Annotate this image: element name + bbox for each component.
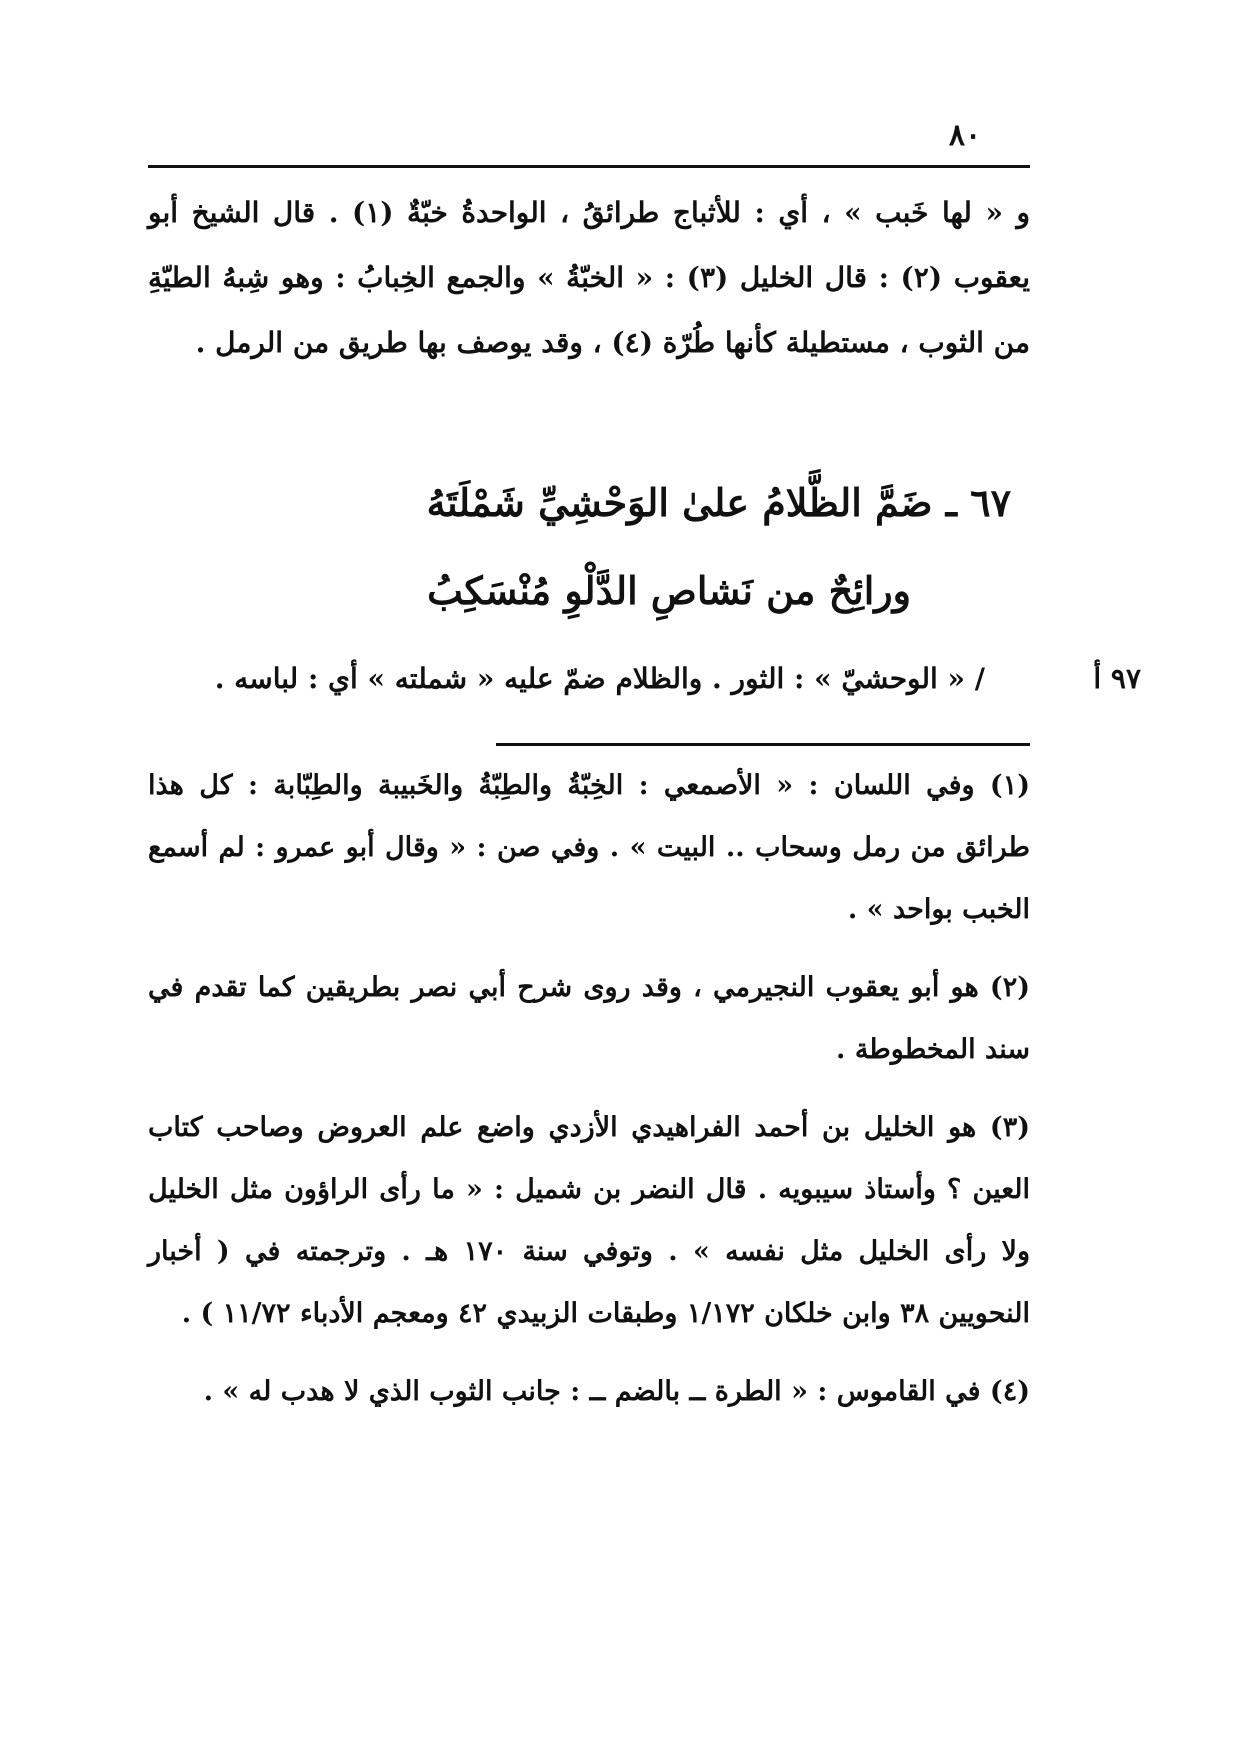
footnote-1: (١) وفي اللسان : « الأصمعي : الخِبّةُ والطِبّةُ والخَبيبة والطِبّابة : كل هذا طرائق من رمل وسحاب .. البيت » . وفي صن : « وقال أبو عمرو : لم أسمع الخبب بواحد » . <box>148 770 1030 925</box>
header-rule <box>148 165 1030 168</box>
verse-commentary: / « الوحشيّ » : الثور . والظلام ضمّ عليه « شملته » أي : لباسه . <box>214 662 985 695</box>
footnote-2: (٢) هو أبو يعقوب النجيرمي ، وقد روى شرح أبي نصر بطريقين كما تقدم في سند المخطوطة . <box>148 972 1030 1065</box>
verse-line-2: ورائِحٌ من نَشاصِ الدَّلْوِ مُنْسَكِبُ <box>427 568 911 613</box>
manuscript-folio-ref: ٩٧ أ <box>1093 662 1141 695</box>
footnote-4: (٤) في القاموس : « الطرة ــ بالضم ــ : جانب الثوب الذي لا هدب له » . <box>203 1376 1030 1407</box>
footnotes <box>148 755 1030 1423</box>
main-text <box>148 180 1030 375</box>
footnote-3: (٣) هو الخليل بن أحمد الفراهيدي الأزدي واضع علم العروض وصاحب كتاب العين ؟ وأستاذ سيبويه . قال النضر بن شميل : « ما رأى الراؤون مثل الخليل ولا رأى الخليل مثل نفسه » . وتوفي سنة ١٧٠ هـ . وترجمته في ( أخبار النحويين ٣٨ وابن خلكان ١/١٧٢ وطبقات الزبيدي ٤٢ ومعجم الأدباء ١١/٧٢ ) . <box>148 1112 1030 1329</box>
page-number: ٨٠ <box>948 118 982 153</box>
body-paragraph: و « لها خَبب » ، أي : للأثباج طرائقُ ، الواحدةُ خبّةٌ (١) . قال الشيخ أبو يعقوب (٢) : قال الخليل (٣) : « الخبّةُ » والجمع الخِبابُ : وهو شِبهُ الطيّةِ من الثوب ، مستطيلة كأنها طُرّة (٤) ، وقد يوصف بها طريق من الرمل . <box>148 196 1030 359</box>
footnote-rule <box>496 743 1030 746</box>
verse-line-1: ٦٧ ـ ضَمَّ الظَّلامُ علىٰ الوَحْشِيِّ شَمْلَتَهُ <box>426 480 1011 525</box>
